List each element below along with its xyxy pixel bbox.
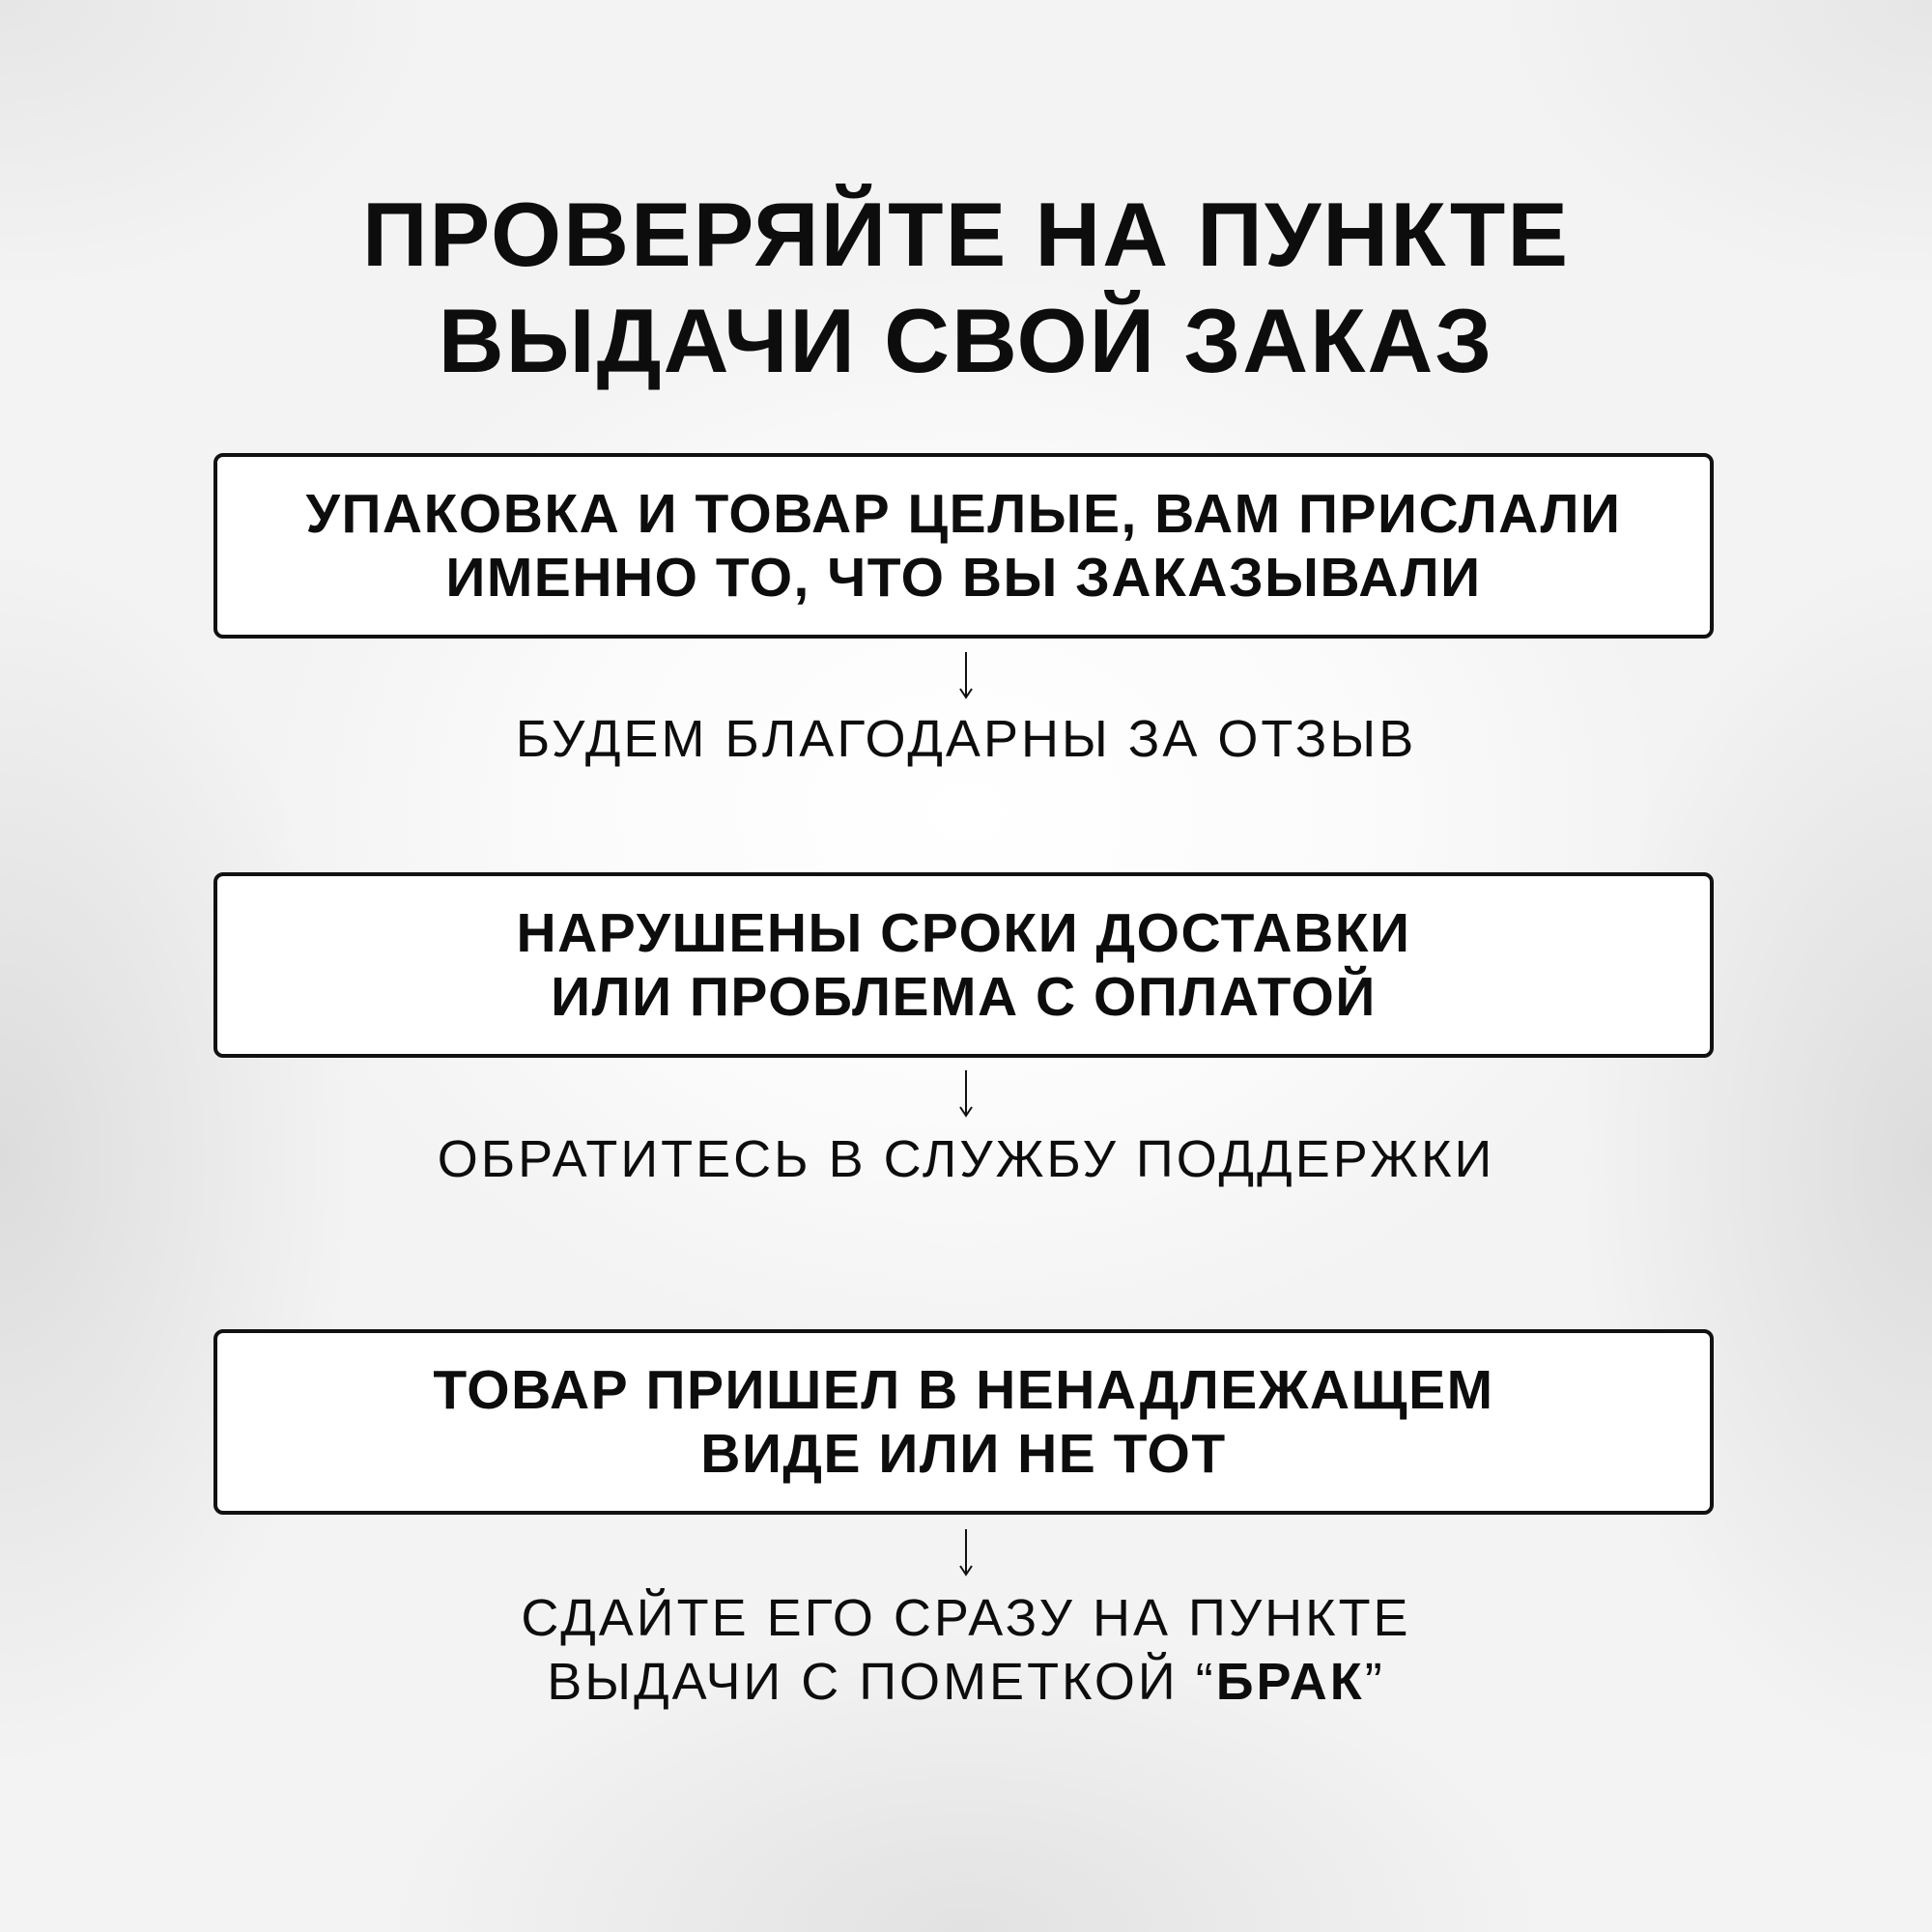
condition-box-line-2: ВИДЕ ИЛИ НЕ ТОТ [700,1423,1227,1485]
condition-box-line-1: УПАКОВКА И ТОВАР ЦЕЛЫЕ, ВАМ ПРИСЛАЛИ [305,483,1622,545]
condition-box-line-1: НАРУШЕНЫ СРОКИ ДОСТАВКИ [516,902,1411,964]
outcome-line-1: БУДЕМ БЛАГОДАРНЫ ЗА ОТЗЫВ [515,710,1417,768]
page-title-line-1: ПРОВЕРЯЙТЕ НА ПУНКТЕ [361,184,1571,285]
outcome-line-2-prefix: ВЫДАЧИ С ПОМЕТКОЙ “ [547,1653,1216,1711]
outcome-line-2 [0,1650,1932,1714]
defect-mark-label: БРАК [1215,1653,1365,1711]
condition-box-line-1: ТОВАР ПРИШЕЛ В НЕНАДЛЕЖАЩЕМ [433,1359,1494,1421]
outcome-line-1: СДАЙТЕ ЕГО СРАЗУ НА ПУНКТЕ [521,1589,1411,1647]
arrow-down-icon [956,1070,976,1119]
arrow-down-icon [956,652,976,700]
condition-box-line-2: ИЛИ ПРОБЛЕМА С ОПЛАТОЙ [551,966,1377,1028]
condition-box-line-2: ИМЕННО ТО, ЧТО ВЫ ЗАКАЗЫВАЛИ [445,547,1482,609]
page-title-line-2: ВЫДАЧИ СВОЙ ЗАКАЗ [438,290,1494,391]
condition-box-delivery-payment [213,872,1714,1058]
condition-box-intact [213,453,1714,639]
outcome-return-defect [0,1586,1932,1714]
outcome-line-2-suffix: ” [1364,1653,1385,1711]
page-title [0,182,1932,394]
outcome-line-1: ОБРАТИТЕСЬ В СЛУЖБУ ПОДДЕРЖКИ [437,1130,1495,1188]
condition-box-defective [213,1329,1714,1515]
outcome-support [0,1127,1932,1191]
outcome-review [0,707,1932,771]
arrow-down-icon [956,1529,976,1577]
